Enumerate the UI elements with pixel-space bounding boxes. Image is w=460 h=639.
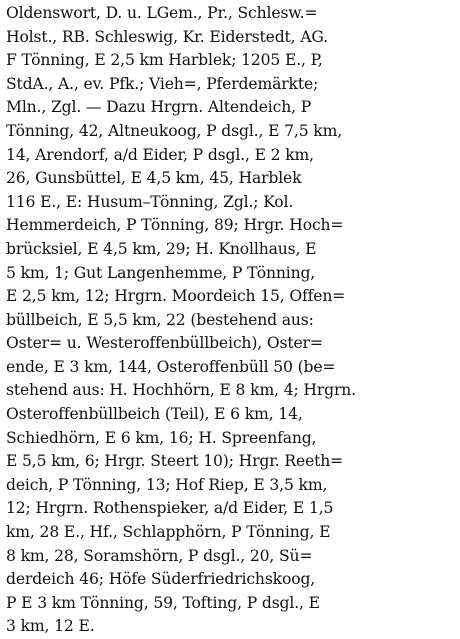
entry-paragraph-2 <box>6 285 456 639</box>
text-line: 8 km, 28, Soramshörn, P dsgl., 20, Sü= <box>6 546 313 565</box>
text-line: 116 E., E: Husum–Tönning, Zgl.; Kol. <box>6 192 294 211</box>
text-line: 12; Hrgrn. Rothenspieker, a/d Eider, E 1,5 <box>6 499 334 518</box>
text-line: P E 3 km Tönning, 59, Tofting, P dsgl., E <box>6 593 320 612</box>
text-line: Tönning, 42, Altneukoog, P dsgl., E 7,5 km, <box>6 121 343 140</box>
text-line: km, 28 E., Hf., Schlapphörn, P Tönning, E <box>6 522 331 541</box>
text-line: E 2,5 km, 12; Hrgrn. Moordeich 15, Offen= <box>6 287 346 305</box>
text-line: 3 km, 12 E. <box>6 617 95 636</box>
text-line: deich, P Tönning, 13; Hof Riep, E 3,5 km, <box>6 475 328 494</box>
text-line: 26, Gunsbüttel, E 4,5 km, 45, Harblek <box>6 169 302 188</box>
text-line: StdA., A., ev. Pfk.; Vieh=, Pferdemärkte; <box>6 74 319 93</box>
text-line: Oldenswort, D. u. LGem., Pr., Schlesw.= <box>6 4 318 22</box>
text-line: stehend aus: H. Hochhörn, E 8 km, 4; Hrgrn. <box>6 381 356 400</box>
text-line: F Tönning, E 2,5 km Harblek; 1205 E., P, <box>6 51 323 70</box>
text-line: büllbeich, E 5,5 km, 22 (bestehend aus: <box>6 310 314 329</box>
text-line: Holst., RB. Schleswig, Kr. Eiderstedt, AG. <box>6 27 328 46</box>
text-line: 14, Arendorf, a/d Eider, P dsgl., E 2 km, <box>6 145 314 164</box>
text-line: derdeich 46; Höfe Süderfriedrichskoog, <box>6 570 316 589</box>
text-line: Oster= u. Westeroffenbüllbeich), Oster= <box>6 334 323 353</box>
text-line: Hemmerdeich, P Tönning, 89; Hrgr. Hoch= <box>6 216 344 235</box>
text-line: Mln., Zgl. — Dazu Hrgrn. Altendeich, P <box>6 98 312 117</box>
text-line: Schiedhörn, E 6 km, 16; H. Spreenfang, <box>6 428 317 447</box>
text-line: 5 km, 1; Gut Langenhemme, P Tönning, <box>6 263 316 282</box>
text-line: E 5,5 km, 6; Hrgr. Steert 10); Hrgr. Reeth= <box>6 452 344 471</box>
text-line: Osteroffenbüllbeich (Teil), E 6 km, 14, <box>6 404 303 423</box>
text-line: ende, E 3 km, 144, Osteroffenbüll 50 (be= <box>6 357 336 376</box>
entry-paragraph-1 <box>6 2 456 285</box>
text-line: brücksiel, E 4,5 km, 29; H. Knollhaus, E <box>6 239 317 258</box>
